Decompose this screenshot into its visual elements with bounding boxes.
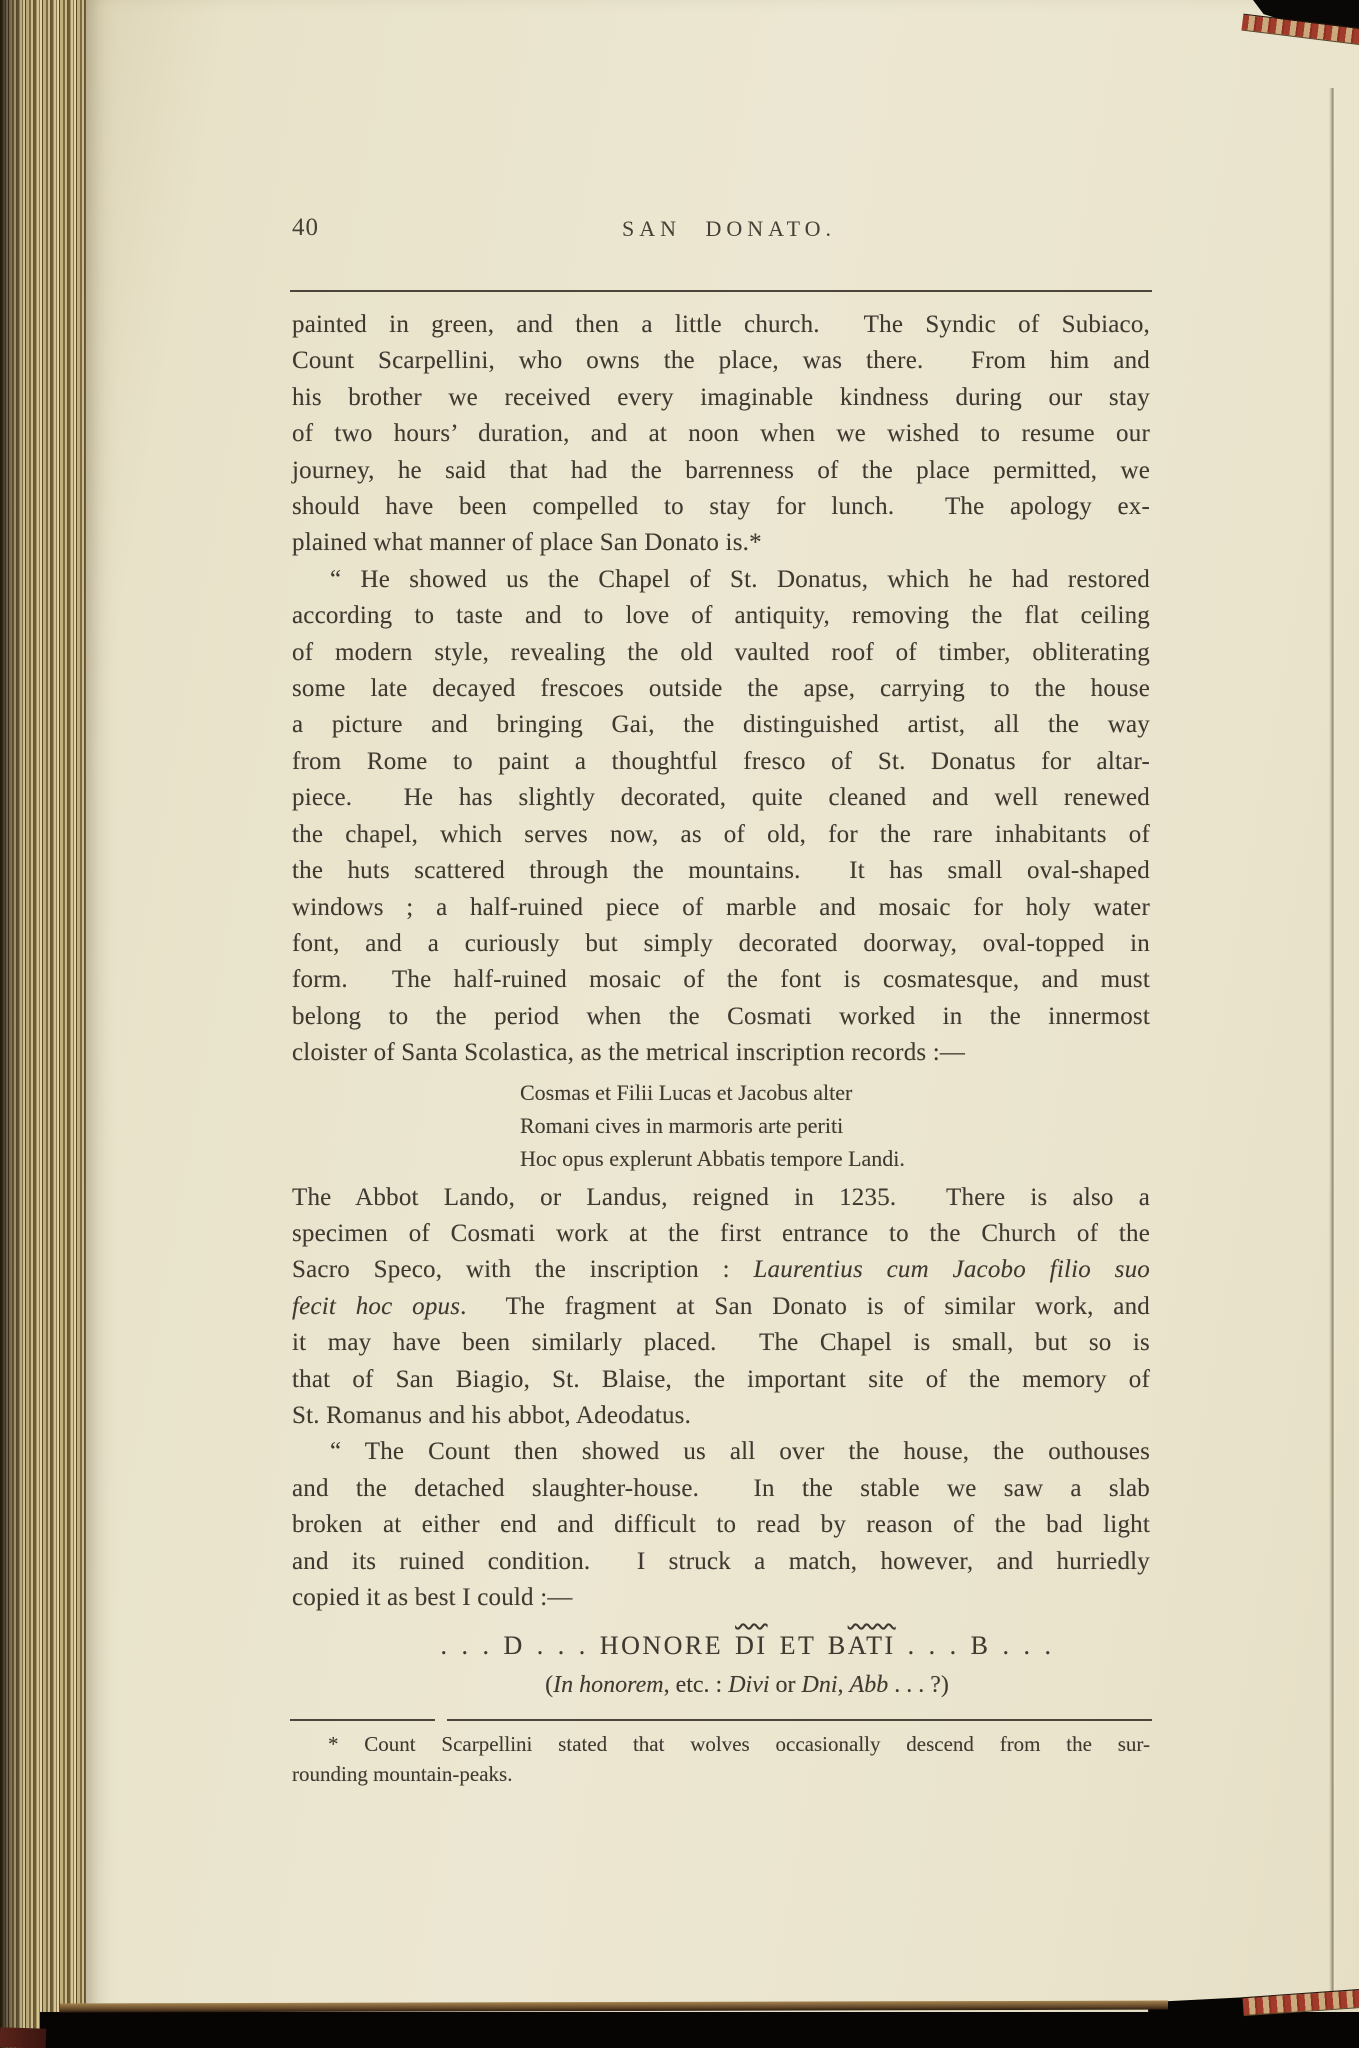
cover-corner-bottom-left	[0, 2027, 46, 2048]
verse-line: Romani cives in marmoris arte periti	[520, 1112, 844, 1138]
text-line: piece. He has slightly decorated, quite cleaned and well renewed	[292, 784, 1150, 812]
page-header-row	[292, 214, 1150, 248]
text-line: cloister of Santa Scolastica, as the metrical inscription records :—	[292, 1039, 966, 1067]
background-bottom	[40, 2012, 1359, 2048]
text-line: and its ruined condition. I struck a match, however, and hurriedly	[292, 1547, 1150, 1575]
running-header: SAN DONATO.	[621, 216, 837, 241]
overline-abbreviation: ATI	[847, 1631, 896, 1661]
header-rule	[290, 290, 1152, 292]
text-line: that of San Biagio, St. Blaise, the important site of the memory of	[292, 1365, 1150, 1393]
verse	[292, 1076, 1150, 1175]
paragraph	[292, 1180, 1150, 1435]
text-column	[292, 307, 1150, 1789]
text-line: “ He showed us the Chapel of St. Donatus, which he had restored	[330, 565, 1150, 593]
text-line: some late decayed frescoes outside the apse, carrying to the house	[292, 675, 1150, 703]
text-line: St. Romanus and his abbot, Adeodatus.	[292, 1401, 692, 1429]
text-line: copied it as best I could :—	[292, 1584, 573, 1611]
page-number: 40	[292, 214, 319, 241]
paragraph	[292, 562, 1150, 1072]
copied-inscription	[292, 1626, 1150, 1704]
inscription-gloss: (In honorem, etc. : Divi or Dni, Abb . . . ?)	[545, 1672, 949, 1699]
text-line: the huts scattered through the mountains. It has small oval-shaped	[292, 857, 1150, 885]
text-line: painted in green, and then a little church. The Syndic of Subiaco,	[292, 311, 1150, 338]
text-line: specimen of Cosmati work at the first entrance to the Church of the	[292, 1219, 1150, 1247]
text-line: it may have been similarly placed. The Chapel is small, but so is	[292, 1329, 1150, 1357]
book-page	[86, 0, 1359, 2014]
text-line: font, and a curiously but simply decorated doorway, oval-topped in	[292, 929, 1150, 957]
text-line: “ The Count then showed us all over the house, the outhouses	[330, 1438, 1150, 1466]
text-line: The Abbot Lando, or Landus, reigned in 1235. There is also a	[292, 1183, 1150, 1211]
text-line: should have been compelled to stay for lunch. The apology ex-	[292, 493, 1150, 521]
text-line: Sacro Speco, with the inscription : Laurentius cum Jacobo filio suo	[292, 1256, 1150, 1284]
text-line: journey, he said that had the barrenness of the place permitted, we	[292, 456, 1150, 484]
text-line: Count Scarpellini, who owns the place, was there. From him and	[292, 347, 1150, 375]
page-fold-line	[1329, 88, 1336, 1993]
footnote-line: rounding mountain-peaks.	[292, 1761, 513, 1786]
footnote-line: * Count Scarpellini stated that wolves occasionally descend from the sur-	[328, 1732, 1150, 1757]
text-line: according to taste and to love of antiquity, removing the flat ceiling	[292, 602, 1150, 630]
footnote-rule	[290, 1719, 1152, 1721]
text-line: a picture and bringing Gai, the distinguished artist, all the way	[292, 711, 1150, 739]
paragraph	[292, 307, 1150, 562]
text-line: fecit hoc opus. The fragment at San Donato is of similar work, and	[292, 1292, 1150, 1320]
text-line: windows ; a half-ruined piece of marble and mosaic for holy water	[292, 893, 1150, 921]
text-line: and the detached slaughter-house. In the stable we saw a slab	[292, 1474, 1150, 1502]
inscription-line: . . . D . . . HONORE DI ET BATI . . . B . . .	[440, 1631, 1054, 1661]
text-line: of modern style, revealing the old vaulted roof of timber, obliterating	[292, 638, 1150, 666]
text-line: belong to the period when the Cosmati worked in the innermost	[292, 1002, 1150, 1030]
book-fore-edge-pages	[0, 0, 90, 2048]
text-line: broken at either end and difficult to read by reason of the bad light	[292, 1511, 1150, 1539]
text-line: form. The half-ruined mosaic of the font is cosmatesque, and must	[292, 966, 1150, 994]
text-line: plained what manner of place San Donato is.*	[292, 529, 762, 557]
overline-abbreviation: DI	[735, 1631, 768, 1661]
verse-line: Cosmas et Filii Lucas et Jacobus alter	[520, 1079, 853, 1105]
paragraph	[292, 1434, 1150, 1616]
footnote	[292, 1719, 1150, 1789]
verse-line: Hoc opus explerunt Abbatis tempore Landi.	[520, 1145, 905, 1171]
text-line: the chapel, which serves now, as of old, for the rare inhabitants of	[292, 820, 1150, 848]
text-line: from Rome to paint a thoughtful fresco of St. Donatus for altar-	[292, 747, 1150, 775]
text-line: of two hours’ duration, and at noon when we wished to resume our	[292, 420, 1150, 448]
text-line: his brother we received every imaginable kindness during our stay	[292, 383, 1150, 411]
